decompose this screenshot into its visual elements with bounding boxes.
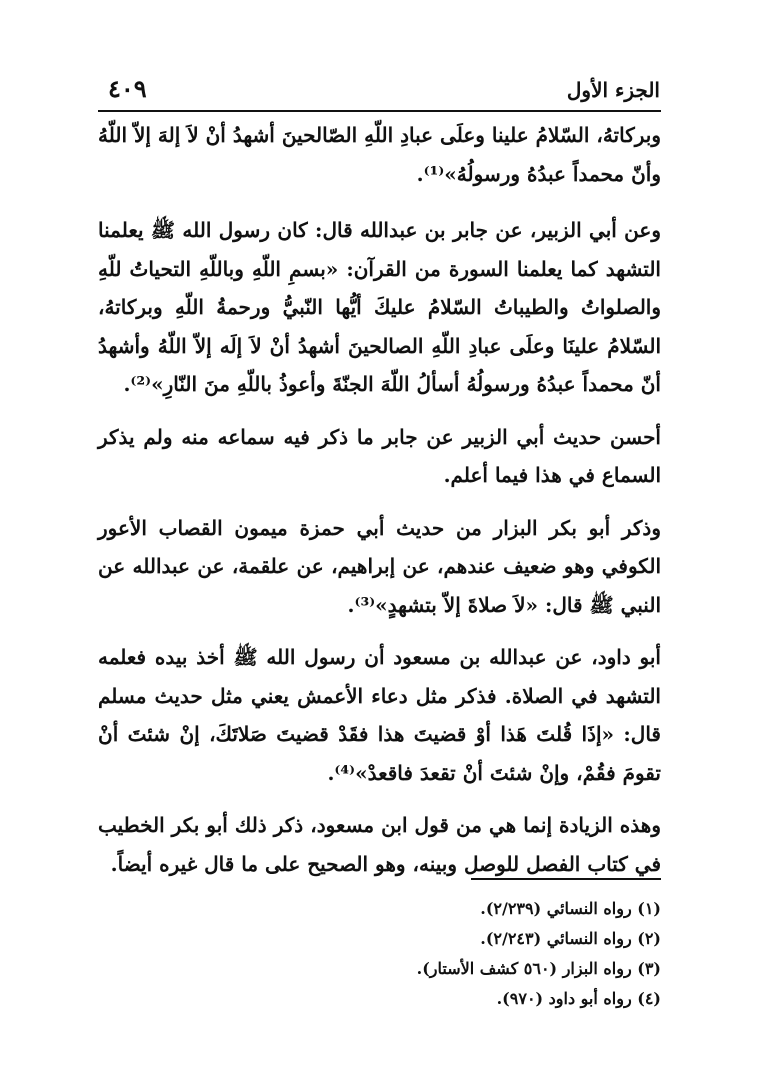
paragraph: وذكر أبو بكر البزار من حديث أبي حمزة ميمون القصاب الأعور الكوفي وهو ضعيف عندهم، عن إبراهيم، عن علقمة، عن عبدالله عن النبي ﷺ قال: «لاَ صلاةَ إلاّ بتشهدٍ»⁽³⁾. <box>98 515 661 617</box>
volume-title: الجزء الأول <box>566 78 660 102</box>
paragraph: أحسن حديث أبي الزبير عن جابر ما ذكر فيه سماعه منه ولم يذكر السماع في هذا فيما أعلم. <box>98 424 661 487</box>
paragraph: وعن أبي الزبير، عن جابر بن عبدالله قال: كان رسول الله ﷺ يعلمنا التشهد كما يعلمنا السورة من القرآن: «بسمِ اللّهِ وباللّهِ التحياتُ للّهِ والصلواتُ والطيباتُ السّلامُ عليكَ أيُّها النّبيُّ ورحمةُ اللّهِ وبركاتهُ، السّلامُ علينَا وعلَى عبادِ اللّهِ الصالحينَ أشهدُ أنْ لاَ إلَه إلاّ اللّهُ وأشهدُ أنّ محمداً عبدُهُ ورسولُهُ أسألُ اللّهَ الجنّةَ وأعوذُ باللّهِ منَ النّارِ»⁽²⁾. <box>98 218 661 396</box>
footnote: (٣) رواه البزار (٥٦٠ كشف الأستار). <box>416 959 661 978</box>
paragraph: وهذه الزيادة إنما هي من قول ابن مسعود، ذكر ذلك أبو بكر الخطيب في كتاب الفصل للوصل وبينه، وهو الصحيح على ما قال غيره أيضاً. <box>98 813 661 876</box>
paragraph: أبو داود، عن عبدالله بن مسعود أن رسول الله ﷺ أخذ بيده فعلمه التشهد في الصلاة. فذكر مثل دعاء الأعمش يعني مثل حديث مسلم قال: «إذَا قُلتَ هَذا أوْ قضيتَ هذا فقَدْ قضيتَ صَلاتَكَ، إنْ شئتَ أنْ تقومَ فقُمْ، وإنْ شئتَ أنْ تقعدَ فاقعدْ»⁽⁴⁾. <box>98 645 661 785</box>
footnote: (١) رواه النسائي (٢/٢٣٩). <box>480 899 661 918</box>
paragraph: وبركاتهُ، السّلامُ علينا وعلَى عبادِ اللّهِ الصّالحينَ أشهدُ أنْ لاَ إلهَ إلاّ اللّهُ وأنّ محمداً عبدُهُ ورسولُهُ»⁽¹⁾. <box>98 123 661 186</box>
footnote-separator <box>471 878 661 880</box>
page-number: ٤٠٩ <box>108 74 147 103</box>
main-text <box>98 116 661 897</box>
footnote: (٢) رواه النسائي (٢/٢٤٣). <box>480 929 661 948</box>
running-header <box>98 74 660 108</box>
footnote: (٤) رواه أبو داود (٩٧٠). <box>496 989 661 1008</box>
footnotes <box>98 894 661 1014</box>
header-rule <box>98 110 661 112</box>
